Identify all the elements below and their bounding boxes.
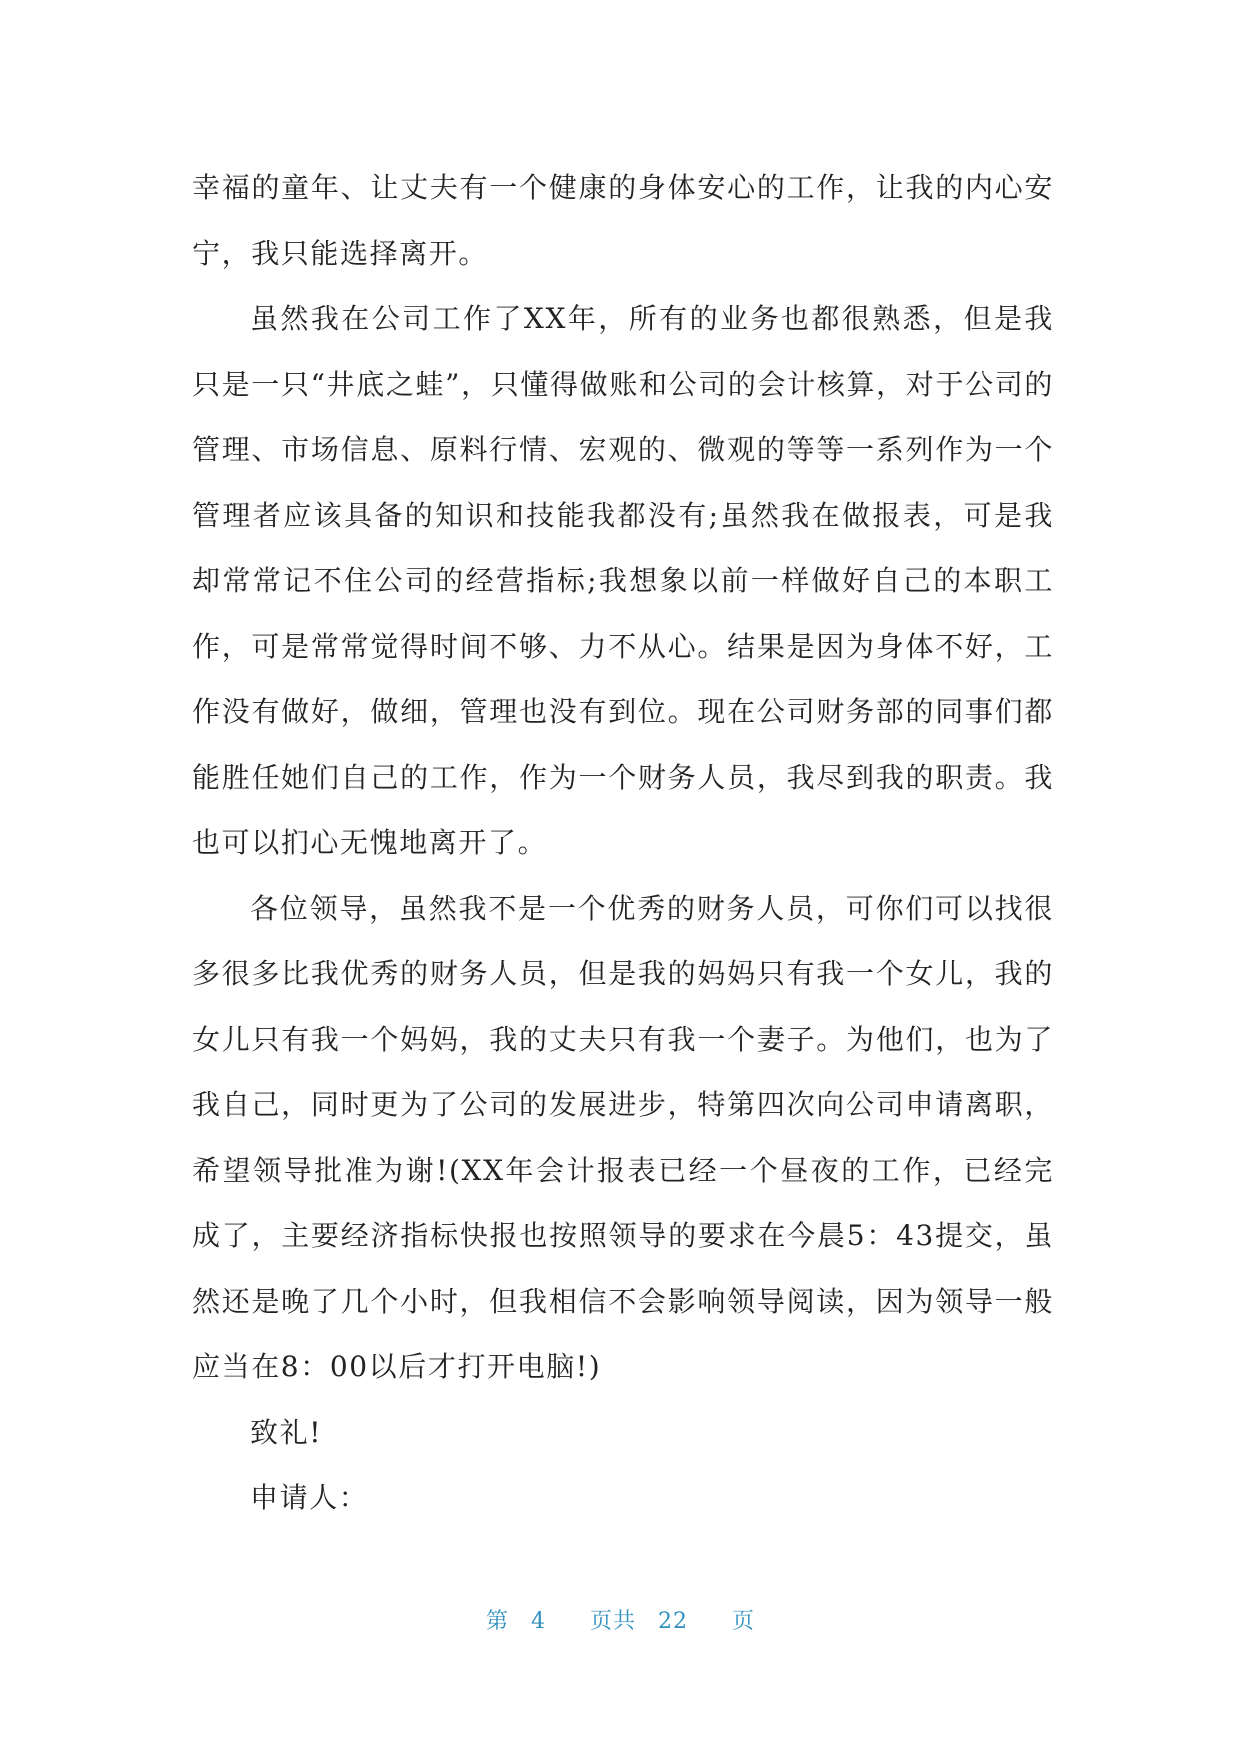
footer-prefix: 第 bbox=[485, 1609, 509, 1634]
document-body bbox=[192, 155, 1054, 1531]
paragraph-work-experience: 虽然我在公司工作了XX年，所有的业务也都很熟悉，但是我只是一只“井底之蛙”，只懂得做账和公司的会计核算，对于公司的管理、市场信息、原料行情、宏观的、微观的等等一系列作为一个管理者应该具备的知识和技能我都没有;虽然我在做报表，可是我却常常记不住公司的经营指标;我想象以前一样做好自己的本职工作，可是常常觉得时间不够、力不从心。结果是因为身体不好，工作没有做好，做细，管理也没有到位。现在公司财务部的同事们都能胜任她们自己的工作，作为一个财务人员，我尽到我的职责。我也可以扪心无愧地离开了。 bbox=[192, 302, 1054, 859]
current-page-number: 4 bbox=[530, 1609, 546, 1634]
closing-salutation: 致礼! bbox=[250, 1415, 323, 1449]
applicant-signature-line: 申请人： bbox=[250, 1481, 369, 1514]
paragraph-continuation: 幸福的童年、让丈夫有一个健康的身体安心的工作，让我的内心安宁，我只能选择离开。 bbox=[192, 171, 1054, 270]
footer-suffix: 页 bbox=[732, 1609, 756, 1634]
footer-middle: 页共 bbox=[589, 1609, 636, 1634]
paragraph-resignation-request: 各位领导，虽然我不是一个优秀的财务人员，可你们可以找很多很多比我优秀的财务人员，但是我的妈妈只有我一个女儿，我的女儿只有我一个妈妈，我的丈夫只有我一个妻子。为他们，也为了我自己，同时更为了公司的发展进步，特第四次向公司申请离职，希望领导批准为谢!(XX年会计报表已经一个昼夜的工作，已经完成了，主要经济指标快报也按照领导的要求在今晨5：43提交，虽然还是晚了几个小时，但我相信不会影响领导阅读，因为领导一般应当在8：00以后才打开电脑!) bbox=[192, 891, 1054, 1383]
page-footer bbox=[0, 1604, 1241, 1635]
total-pages-number: 22 bbox=[658, 1609, 688, 1634]
